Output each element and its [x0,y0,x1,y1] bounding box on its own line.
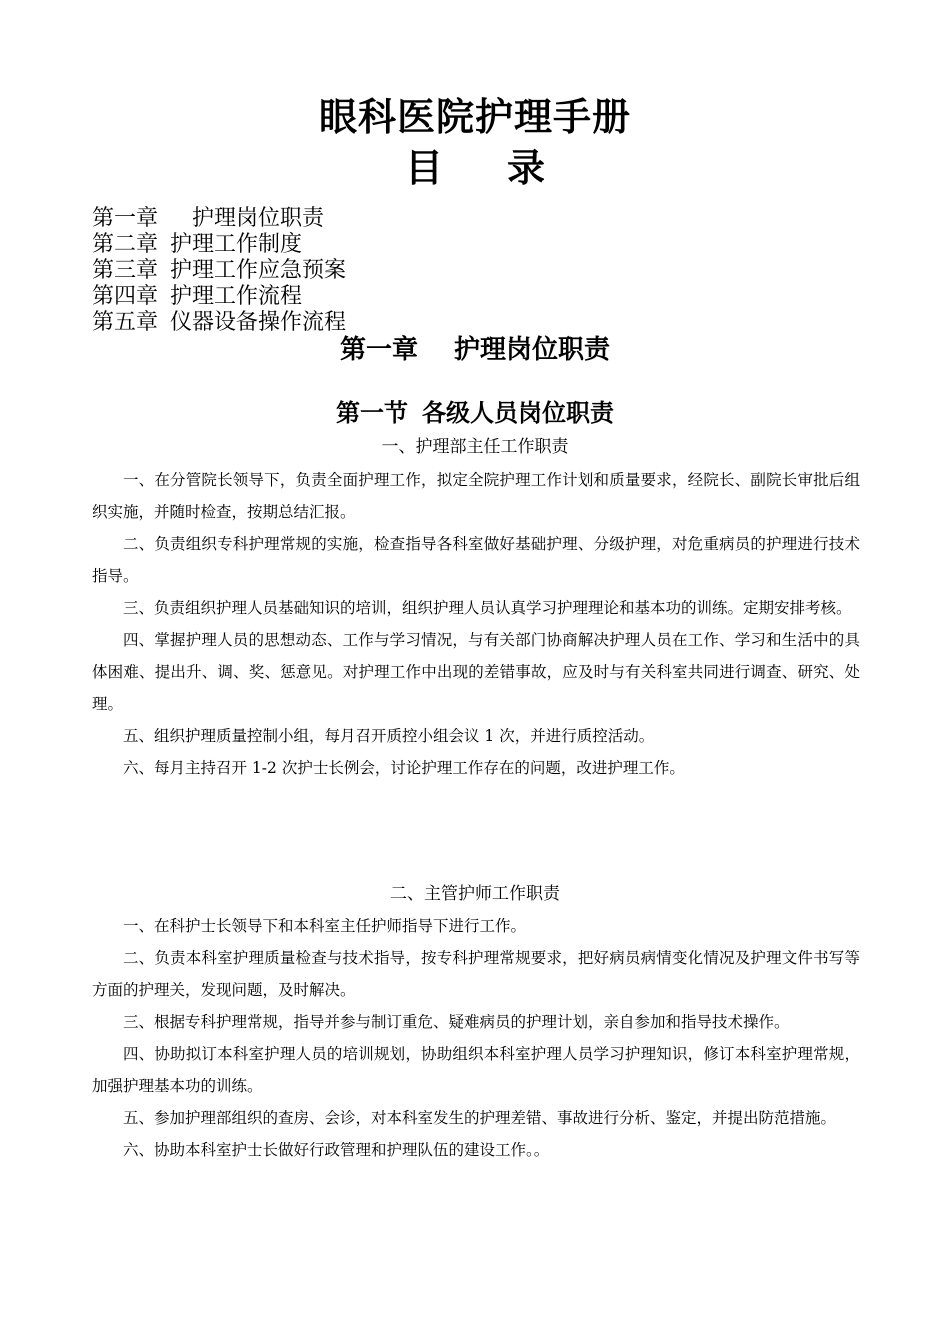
toc-chapter-number: 第四章 [92,284,159,309]
toc-chapter-number: 第五章 [92,310,159,335]
toc-chapter-number: 第三章 [92,258,159,283]
toc-chapter-title: 护理工作流程 [170,284,303,309]
chapter-heading [0,332,950,368]
toc-chapter-number: 第二章 [92,232,159,257]
paragraph: 六、每月主持召开 1-2 次护士长例会，讨论护理工作存在的问题，改进护理工作。 [123,759,685,777]
paragraph: 五、组织护理质量控制小组，每月召开质控小组会议 1 次，并进行质控活动。 [123,727,655,745]
paragraph: 四、协助拟订本科室护理人员的培训规划，协助组织本科室护理人员学习护理知识，修订本科室护理常规，加强护理基本功的训练。 [92,1045,860,1095]
paragraph: 二、负责组织专科护理常规的实施，检查指导各科室做好基础护理、分级护理，对危重病员的护理进行技术指导。 [92,535,860,585]
section-title: 各级人员岗位职责 [422,399,614,427]
toc-chapter-title: 护理岗位职责 [192,206,325,231]
paragraph: 三、负责组织护理人员基础知识的培训，组织护理人员认真学习护理理论和基本功的训练。定期安排考核。 [123,599,852,617]
chapter-number: 第一章 [339,335,418,365]
toc-title-right: 录 [507,146,546,190]
table-of-contents [92,206,346,336]
paragraph: 六、协助本科室护士长做好行政管理和护理队伍的建设工作。。 [123,1141,550,1159]
toc-chapter-number: 第一章 [92,206,159,231]
subsection-heading: 二、主管护师工作职责 [390,884,560,904]
section-heading [0,396,950,430]
chapter-title: 护理岗位职责 [454,335,611,365]
toc-item-2[interactable] [92,232,346,258]
toc-item-1[interactable] [92,206,346,232]
paragraph: 一、在分管院长领导下，负责全面护理工作，拟定全院护理工作计划和质量要求，经院长、副院长审批后组织实施，并随时检查，按期总结汇报。 [92,471,860,521]
toc-chapter-title: 护理工作应急预案 [170,258,347,283]
toc-chapter-title: 护理工作制度 [170,232,303,257]
toc-item-3[interactable] [92,258,346,284]
paragraph: 五、参加护理部组织的查房、会诊，对本科室发生的护理差错、事故进行分析、鉴定，并提出防范措施。 [123,1109,837,1127]
section-number: 第一节 [336,399,408,427]
toc-chapter-title: 仪器设备操作流程 [170,310,347,335]
subsection-heading: 一、护理部主任工作职责 [381,437,569,457]
toc-item-4[interactable] [92,284,346,310]
toc-title [0,142,950,194]
paragraph: 一、在科护士长领导下和本科室主任护师指导下进行工作。 [123,917,527,935]
subsection-body [92,910,860,1166]
paragraph: 四、掌握护理人员的思想动态、工作与学习情况，与有关部门协商解决护理人员在工作、学习和生活中的具体困难、提出升、调、奖、惩意见。对护理工作中出现的差错事故，应及时与有关科室共同进行调查、研究、处理。 [92,631,860,713]
toc-title-left: 目 [404,146,443,190]
paragraph: 二、负责本科室护理质量检查与技术指导，按专科护理常规要求，把好病员病情变化情况及护理文件书写等方面的护理关，发现问题，及时解决。 [92,949,860,999]
subsection-body [92,464,860,784]
document-title: 眼科医院护理手册 [318,95,631,139]
paragraph: 三、根据专科护理常规，指导并参与制订重危、疑难病员的护理计划，亲自参加和指导技术操作。 [123,1013,790,1031]
